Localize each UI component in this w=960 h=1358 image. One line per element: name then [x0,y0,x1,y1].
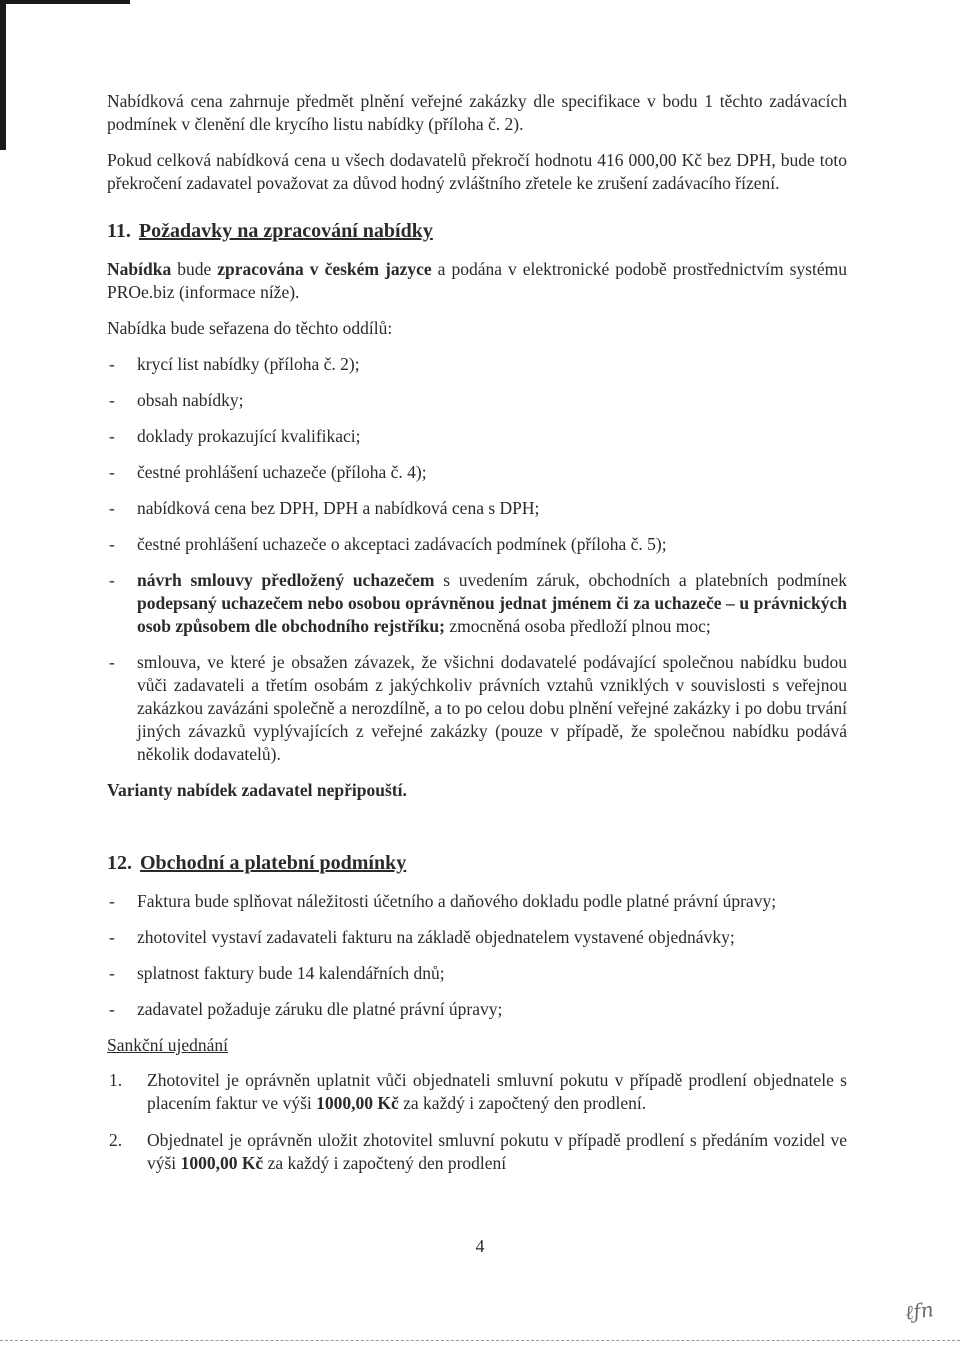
bold-text: zpracována v českém jazyce [217,259,432,279]
list-item [107,569,847,638]
list-item: - doklady prokazující kvalifikaci; [107,425,847,448]
item-number: 2. [109,1130,123,1150]
variants-note: Varianty nabídek zadavatel nepřipouští. [107,780,407,800]
section-title: Požadavky na zpracování nabídky [138,220,433,242]
section-title: Obchodní a platební podmínky [140,852,407,874]
list-item: - nabídková cena bez DPH, DPH a nabídková cena s DPH; [107,497,847,520]
text: za každý i započtený den prodlení [263,1153,507,1173]
sanctions-list [107,1069,847,1175]
bold-text: podepsaný uchazečem nebo osobou oprávněnou jednat jménem či za uchazeče – u právnických osob způsobem dle obchodního rejstříku; [137,593,847,636]
section-12-list [107,890,847,1021]
item-number: 1. [109,1070,123,1090]
list-item: - zhotovitel vystaví zadavateli fakturu na základě objednatelem vystavené objednávky; [107,926,847,949]
list-item: - Faktura bude splňovat náležitosti účetního a daňového dokladu podle platné právní úpravy; [107,890,847,913]
signature-initials: ℓƒn [903,1297,936,1325]
intro-paragraph-2: Pokud celková nabídková cena u všech dodavatelů překročí hodnotu 416 000,00 Kč bez DPH, bude toto překročení zadavatel považovat za důvod hodný zvláštního zřetele ke zrušení zadávacího řízení. [107,150,847,193]
scan-edge-mark [0,0,130,4]
bold-text: návrh smlouvy předložený uchazečem [137,570,435,590]
text: zmocněná osoba předloží plnou moc; [444,616,711,636]
document-page [107,90,847,1189]
text: Zhotovitel je oprávněn uplatnit vůči objednateli smluvní pokutu v případě prodlení objednatele s placením faktur ve výši [147,1070,847,1113]
list-item: - čestné prohlášení uchazeče o akceptaci zadávacích podmínek (příloha č. 5); [107,533,847,556]
list-item: - krycí list nabídky (příloha č. 2); [107,353,847,376]
list-item: - zadavatel požaduje záruku dle platné právní úpravy; [107,998,847,1021]
scan-bottom-rule [0,1340,960,1341]
section-number: 12. [107,852,132,874]
scan-edge-mark-left [0,0,6,150]
bold-text: Nabídka [107,259,172,279]
text: za každý i započtený den prodlení. [398,1093,647,1113]
section-11-order: Nabídka bude seřazena do těchto oddílů: [107,318,393,338]
text: bude [171,259,218,279]
page-number: 4 [475,1236,485,1256]
list-item: - smlouva, ve které je obsažen závazek, že všichni dodavatelé podávající společnou nabídku budou vůči zadavateli a třetím osobám z jakýchkoliv právních vztahů vzniklých v souvislosti s veřejnou zakázkou zavázáni společně a nerozdílně, a to po celou dobu plnění veřejné zakázky i po dobu trvání jiných závazků vyplývajících z veřejné zakázky (pouze v případě, že společnou nabídku podává několik dodavatelů). [107,651,847,766]
text: s uvedením záruk, obchodních a platebních podmínek [434,570,847,590]
sanction-item [107,1069,847,1115]
list-item: - čestné prohlášení uchazeče (příloha č. 4); [107,461,847,484]
section-11-intro [107,258,847,304]
section-number: 11. [107,220,131,242]
list-item: - splatnost faktury bude 14 kalendářních dnů; [107,962,847,985]
text: a podána v elektronické podobě prostřednictvím systému PROe.biz (informace níže). [107,259,847,302]
sanction-item [107,1129,847,1175]
amount: 1000,00 Kč [180,1153,264,1173]
section-11-list [107,353,847,766]
list-item: - obsah nabídky; [107,389,847,412]
intro-paragraph-1: Nabídková cena zahrnuje předmět plnění veřejné zakázky dle specifikace v bodu 1 těchto zadávacích podmínek v členění dle krycího listu nabídky (příloha č. 2). [107,91,847,134]
text: Objednatel je oprávněn uložit zhotovitel smluvní pokutu v případě prodlení s předáním vozidel ve výši [147,1130,847,1173]
amount: 1000,00 Kč [316,1093,399,1113]
sanctions-title: Sankční ujednání [107,1035,229,1055]
section-12-heading [107,852,847,875]
section-11-heading [107,220,847,243]
